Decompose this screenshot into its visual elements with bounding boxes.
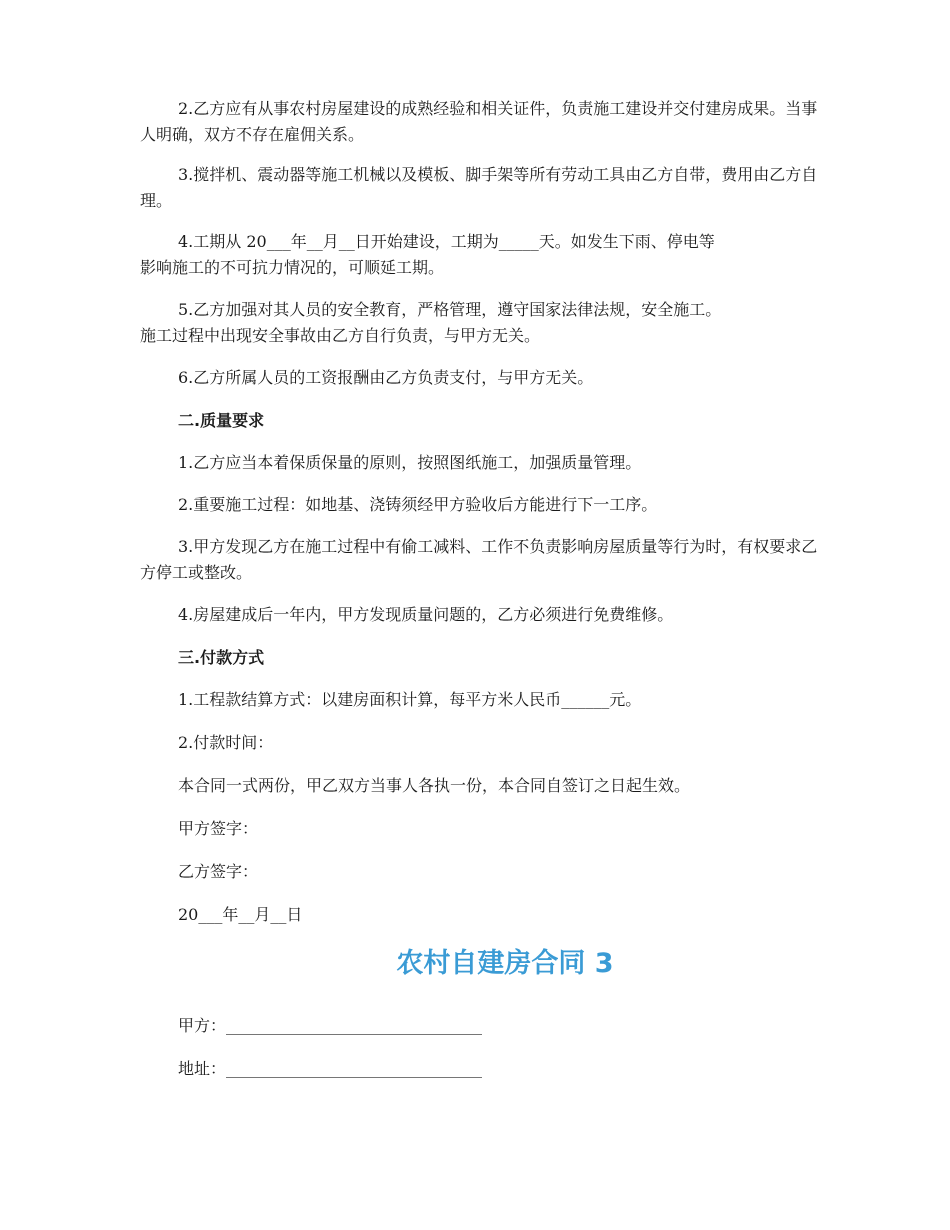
quality-clause-1: 1.乙方应当本着保质保量的原则，按照图纸施工，加强质量管理。 (178, 453, 642, 472)
clause-5-line-2: 施工过程中出现安全事故由乙方自行负责，与甲方无关。 (140, 326, 541, 345)
quality-clause-3: 3.甲方发现乙方在施工过程中有偷工减料、工作不负责影响房屋质量等行为时，有权要求乙方停工或整改。 (140, 537, 818, 582)
signing-date-line: 20___年__月__日 (178, 905, 303, 924)
section-heading-payment: 三.付款方式 (178, 648, 265, 667)
clause-6-paragraph: 6.乙方所属人员的工资报酬由乙方负责支付，与甲方无关。 (178, 368, 594, 387)
address-field: 地址：________________________________ (178, 1059, 483, 1078)
section-heading-quality: 二.质量要求 (178, 411, 265, 430)
quality-clause-2: 2.重要施工过程：如地基、浇铸须经甲方验收后方能进行下一工序。 (178, 495, 658, 514)
party-b-signature-line: 乙方签字： (178, 862, 259, 881)
clause-4-line-2: 影响施工的不可抗力情况的，可顺延工期。 (140, 258, 445, 277)
party-a-signature-line: 甲方签字： (178, 819, 259, 838)
effectiveness-statement: 本合同一式两份，甲乙双方当事人各执一份，本合同自签订之日起生效。 (178, 776, 691, 795)
clause-2-paragraph: 2.乙方应有从事农村房屋建设的成熟经验和相关证件，负责施工建设并交付建房成果。当事人明确，双方不存在雇佣关系。 (140, 99, 818, 144)
contract-title: 农村自建房合同 3 (396, 948, 614, 979)
clause-3-paragraph: 3.搅拌机、震动器等施工机械以及模板、脚手架等所有劳动工具由乙方自带，费用由乙方自理。 (140, 165, 818, 210)
quality-clause-4: 4.房屋建成后一年内，甲方发现质量问题的，乙方必须进行免费维修。 (178, 605, 674, 624)
clause-5-line-1: 5.乙方加强对其人员的安全教育，严格管理，遵守国家法律法规，安全施工。 (178, 300, 722, 319)
payment-clause-2: 2.付款时间： (178, 733, 274, 752)
payment-clause-1: 1.工程款结算方式：以建房面积计算，每平方米人民币______元。 (178, 690, 642, 709)
party-a-field: 甲方：________________________________ (178, 1016, 483, 1035)
clause-4-line-1: 4.工期从 20___年__月__日开始建设，工期为_____天。如发生下雨、停电等 (178, 232, 715, 251)
